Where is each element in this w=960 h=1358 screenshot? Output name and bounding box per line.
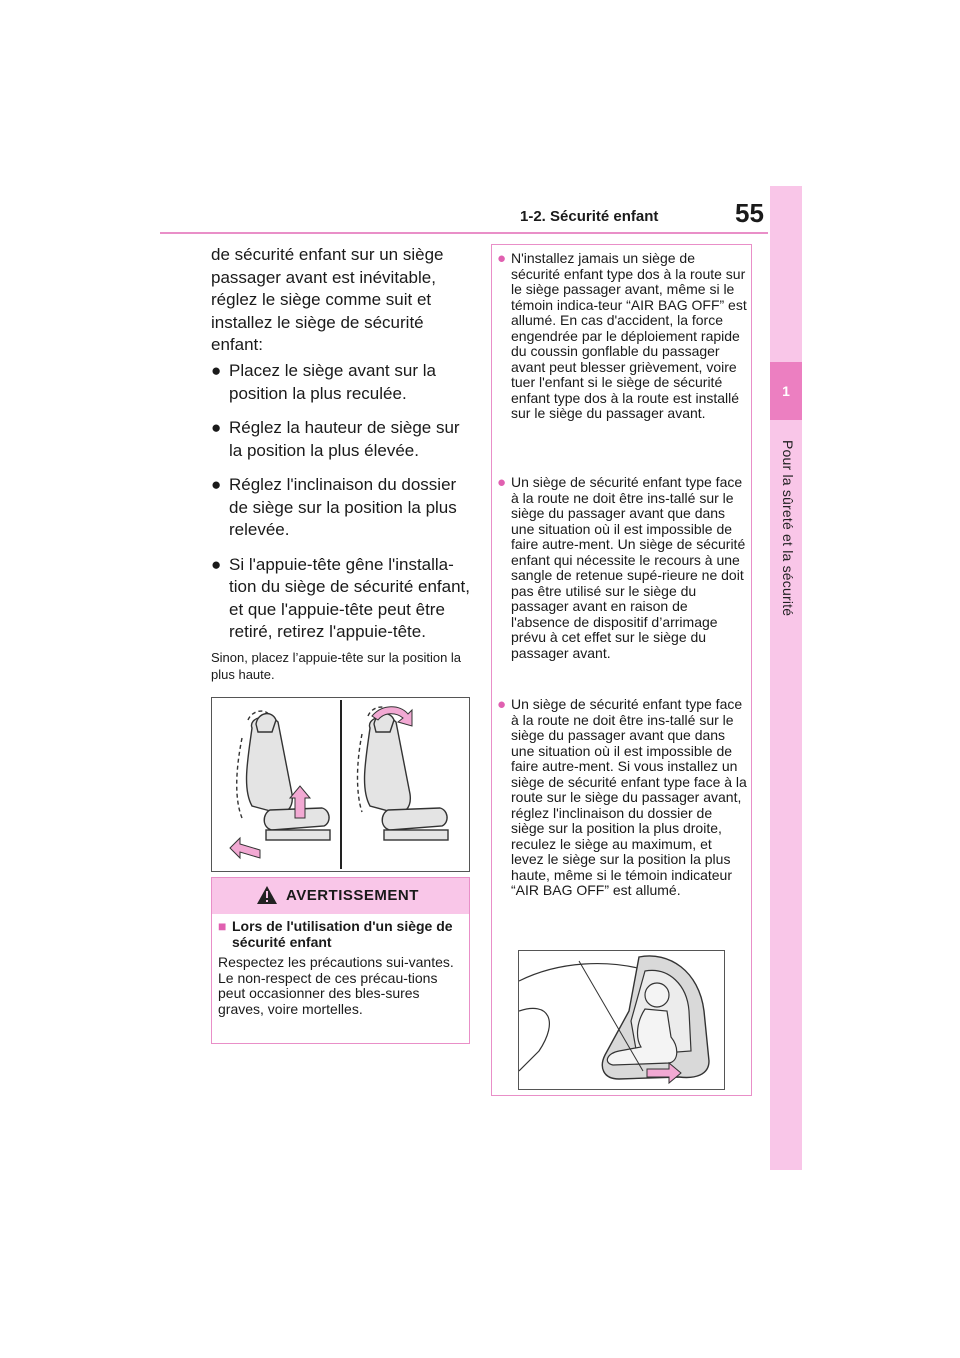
list-item <box>497 697 747 899</box>
circle-bullet-icon: ● <box>497 474 507 491</box>
circle-bullet-icon: ● <box>497 250 507 267</box>
list-item <box>211 474 473 542</box>
circle-bullet-icon: ● <box>497 696 507 713</box>
bullet-dot-icon: ● <box>211 554 222 574</box>
caution-text: Un siège de sécurité enfant type face à la route ne doit être ins-tallé sur le siège du passager avant que dans une situation où il est impossible de faire autre-ment. Un siège de sécurité enfant qui nécessite le recours à une sangle de retenue supé-rieure ne doit pas être utilisé sur le siège du passager avant en raison de l'absence de dispositif d’arrimage prévu à cet effet sur le siège du passager avant. <box>511 474 746 661</box>
square-bullet-icon: ■ <box>218 918 227 934</box>
bullet-text: Si l'appuie-tête gêne l'installa-tion du siège de sécurité enfant, et que l'appuie-tête peut être retiré, retirez l'appuie-tête. <box>229 554 470 641</box>
warning-subtitle-text: Lors de l'utilisation d'un siège de sécurité enfant <box>232 918 453 950</box>
list-item <box>497 475 747 661</box>
warning-triangle-icon <box>256 885 278 910</box>
child-seat-illustration <box>518 950 725 1090</box>
caution-text: Un siège de sécurité enfant type face à la route ne doit être ins-tallé sur le siège du passager avant que dans une situation où il est impossible de faire autre-ment. Si vous installez un siège de sécurité enfant type face à la route sur le siège du passager avant, réglez l'inclinaison du dossier de siège sur la position la plus droite, reculez le siège au maximum, et levez le siège sur la position la plus haute, même si le témoin indicateur “AIR BAG OFF” est allumé. <box>511 696 747 898</box>
list-item <box>211 554 473 644</box>
warning-title: AVERTISSEMENT <box>286 887 419 904</box>
caution-text: N'installez jamais un siège de sécurité enfant type dos à la route sur le siège passager avant, même si le témoin indica-teur “AIR BAG OFF” est allumé. En cas d'accident, la force engendrée par le déploiement rapide du coussin gonflable du passager avant peut blesser grièvement, voire tuer l'enfant si le siège de sécurité enfant type dos à la route est installé sur le siège du passager avant. <box>511 250 747 421</box>
note-text: Sinon, placez l’appuie-tête sur la position la plus haute. <box>211 650 462 682</box>
list-item <box>211 417 473 462</box>
bullet-text: Réglez la hauteur de siège sur la position la plus élevée. <box>229 418 460 460</box>
warning-subtitle <box>218 918 464 950</box>
bullet-dot-icon: ● <box>211 475 222 494</box>
seat-adjustment-illustration <box>211 697 470 872</box>
header-rule <box>160 232 768 234</box>
intro-paragraph: de sécurité enfant sur un siège passager avant est inévitable, réglez le siège comme suit et installez le siège de sécurité enfant: <box>211 245 444 354</box>
chapter-number-tab: 1 <box>770 362 802 420</box>
warning-body: Respectez les précautions sui-vantes. Le non-respect de ces précau-tions peut occasionner des bles-sures graves, voire mortelles. <box>218 954 454 1017</box>
caution-list-box <box>491 244 752 1096</box>
bullet-text: Placez le siège avant sur la position la plus reculée. <box>229 361 436 403</box>
list-item <box>497 251 747 422</box>
bullet-dot-icon: ● <box>211 418 222 437</box>
section-title: 1-2. Sécurité enfant <box>520 208 659 225</box>
bullet-list <box>211 360 473 656</box>
page-number: 55 <box>735 198 764 228</box>
list-item <box>211 360 473 405</box>
bullet-dot-icon: ● <box>211 361 222 380</box>
bullet-text: Réglez l'inclinaison du dossier de siège sur la position la plus relevée. <box>229 475 457 539</box>
chapter-label: Pour la sûreté et la sécurité <box>780 440 796 617</box>
warning-box <box>211 877 470 1044</box>
